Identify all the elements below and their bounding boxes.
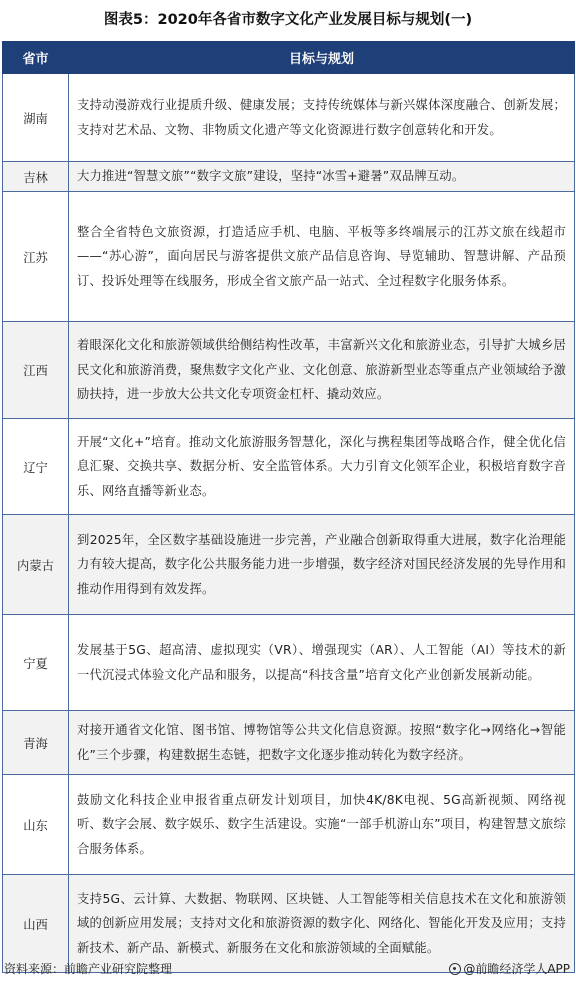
province-cell: 吉林 (3, 162, 69, 192)
table-row (3, 615, 575, 711)
goal-cell: 鼓励文化科技企业申报省重点研发计划项目，加快4K/8K电视、5G高新视频、网络视听、数字会展、数字娱乐、数字生活建设。实施“一部手机游山东”项目，构建智慧文旅综合服务体系。 (69, 775, 575, 875)
table-row (3, 162, 575, 192)
source-note: 资料来源：前瞻产业研究院整理 (4, 962, 173, 976)
goal-cell: 对接开通省文化馆、图书馆、博物馆等公共文化信息资源。按照“数字化→网络化→智能化”三个步骤，构建数据生态链，把数字文化逐步推动转化为数字经济。 (69, 711, 575, 775)
goal-cell: 发展基于5G、超高清、虚拟现实（VR）、增强现实（AR）、人工智能（AI）等技术的新一代沉浸式体验文化产品和服务，以提高“科技含量”培育文化产业创新发展新动能。 (69, 615, 575, 711)
brand-logo-icon (449, 963, 461, 975)
province-cell: 江西 (3, 322, 69, 419)
goal-cell: 着眼深化文化和旅游领域供给侧结构性改革，丰富新兴文化和旅游业态，引导扩大城乡居民文化和旅游消费，聚焦数字文化产业、文化创意、旅游新型业态等重点产业领域给予激励扶持，进一步放大公共文化专项资金杠杆、撬动效应。 (69, 322, 575, 419)
page-title: 图表5：2020年各省市数字文化产业发展目标与规划(一) (103, 12, 473, 28)
table-row (3, 419, 575, 515)
goal-cell: 大力推进“智慧文旅”“数字文旅”建设，坚持“冰雪+避暑”双品牌互动。 (69, 162, 575, 192)
table-header-row (3, 42, 575, 74)
goal-cell: 支持动漫游戏行业提质升级、健康发展；支持传统媒体与新兴媒体深度融合、创新发展；支持对艺术品、文物、非物质文化遗产等文化资源进行数字创意转化和开发。 (69, 74, 575, 162)
table-row (3, 875, 575, 973)
province-cell: 宁夏 (3, 615, 69, 711)
province-cell: 山东 (3, 775, 69, 875)
table-row (3, 775, 575, 875)
province-cell: 辽宁 (3, 419, 69, 515)
province-cell: 青海 (3, 711, 69, 775)
table-row (3, 515, 575, 615)
table-row (3, 192, 575, 322)
province-cell: 内蒙古 (3, 515, 69, 615)
goal-cell: 开展“文化+”培育。推动文化旅游服务智慧化，深化与携程集团等战略合作，健全优化信息汇聚、交换共享、数据分析、安全监管体系。大力引育文化领军企业，积极培育数字音乐、网络直播等新业态。 (69, 419, 575, 515)
province-cell: 湖南 (3, 74, 69, 162)
header-goal: 目标与规划 (69, 42, 575, 74)
plan-table (2, 41, 575, 973)
goal-cell: 支持5G、云计算、大数据、物联网、区块链、人工智能等相关信息技术在文化和旅游领域的创新应用发展；支持对文化和旅游资源的数字化、网络化、智能化开发及应用；支持新技术、新产品、新模式、新服务在文化和旅游领域的全面赋能。 (69, 875, 575, 973)
table-row (3, 74, 575, 162)
goal-cell: 到2025年，全区数字基础设施进一步完善，产业融合创新取得重大进展，数字化治理能力有较大提高，数字化公共服务能力进一步增强，数字经济对国民经济发展的先导作用和推动作用得到有效发挥。 (69, 515, 575, 615)
goal-cell: 整合全省特色文旅资源，打造适应手机、电脑、平板等多终端展示的江苏文旅在线超市——“苏心游”，面向居民与游客提供文旅产品信息咨询、导览辅助、智慧讲解、产品预订、投诉处理等在线服务，形成全省文旅产品一站式、全过程数字化服务体系。 (69, 192, 575, 322)
brand-credit (449, 960, 570, 977)
brand-label: @前瞻经济学人APP (463, 962, 570, 976)
table-row (3, 322, 575, 419)
table-row (3, 711, 575, 775)
province-cell: 山西 (3, 875, 69, 973)
header-province: 省市 (3, 42, 69, 74)
province-cell: 江苏 (3, 192, 69, 322)
